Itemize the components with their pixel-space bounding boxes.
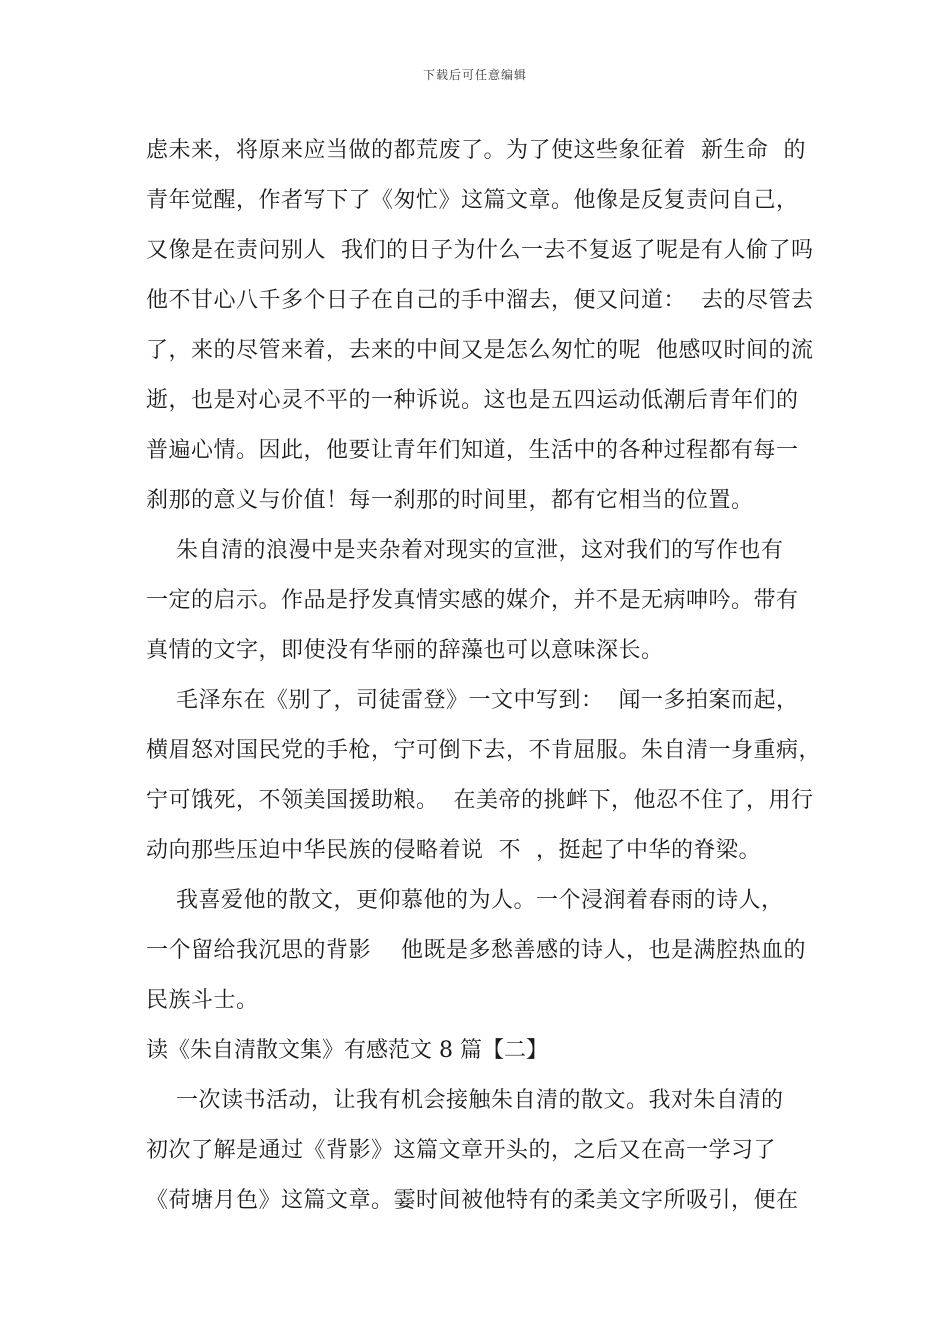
paragraph-line: 朱自清的浪漫中是夹杂着对现实的宣泄，这对我们的写作也有 xyxy=(146,538,784,563)
paragraph-line: 逝，也是对心灵不平的一种诉说。这也是五四运动低潮后青年们的 xyxy=(146,388,799,413)
section-heading: 读《朱自清散文集》有感范文 8 篇【二】 xyxy=(146,1038,548,1063)
page-header-note: 下载后可任意编辑 xyxy=(422,68,527,82)
paragraph-line: 《荷塘月色》这篇文章。霎时间被他特有的柔美文字所吸引，便在 xyxy=(146,1188,799,1213)
paragraph-line: 青年觉醒，作者写下了《匆忙》这篇文章。他像是反复责问自己， xyxy=(146,188,799,213)
paragraph-line: 我喜爱他的散文，更仰慕他的为人。一个浸润着春雨的诗人， xyxy=(146,888,784,913)
paragraph-line: 民族斗士。 xyxy=(146,988,259,1013)
paragraph-line: 虑未来，将原来应当做的都荒废了。为了使这些象征着 新生命 的 xyxy=(146,138,806,163)
paragraph-line: 一次读书活动，让我有机会接触朱自清的散文。我对朱自清的 xyxy=(146,1088,784,1113)
paragraph-line: 宁可饿死，不领美国援助粮。 在美帝的挑衅下，他忍不住了，用行 xyxy=(146,788,814,813)
paragraph-line: 毛泽东在《别了，司徒雷登》一文中写到： 闻一多拍案而起， xyxy=(146,688,799,713)
paragraph-line: 他不甘心八千多个日子在自己的手中溜去，便又问道： 去的尽管去 xyxy=(146,288,814,313)
paragraph-line: 普遍心情。因此，他要让青年们知道，生活中的各种过程都有每一 xyxy=(146,438,799,463)
paragraph-line: 初次了解是通过《背影》这篇文章开头的，之后又在高一学习了 xyxy=(146,1138,777,1163)
paragraph-line: 一定的启示。作品是抒发真情实感的媒介，并不是无病呻吟。带有 xyxy=(146,588,799,613)
paragraph-line: 真情的文字，即使没有华丽的辞藻也可以意味深长。 xyxy=(146,638,664,663)
paragraph-line: 一个留给我沉思的背影 他既是多愁善感的诗人，也是满腔热血的 xyxy=(146,938,806,963)
paragraph-line: 了，来的尽管来着，去来的中间又是怎么匆忙的呢 他感叹时间的流 xyxy=(146,338,814,363)
paragraph-line: 动向那些压迫中华民族的侵略着说 不 ，挺起了中华的脊梁。 xyxy=(146,838,761,863)
paragraph-line: 横眉怒对国民党的手枪，宁可倒下去，不肯屈服。朱自清一身重病， xyxy=(146,738,822,763)
paragraph-line: 刹那的意义与价值！每一刹那的时间里，都有它相当的位置。 xyxy=(146,488,754,513)
paragraph-line: 又像是在责问别人 我们的日子为什么一去不复返了呢是有人偷了吗 xyxy=(146,238,814,263)
